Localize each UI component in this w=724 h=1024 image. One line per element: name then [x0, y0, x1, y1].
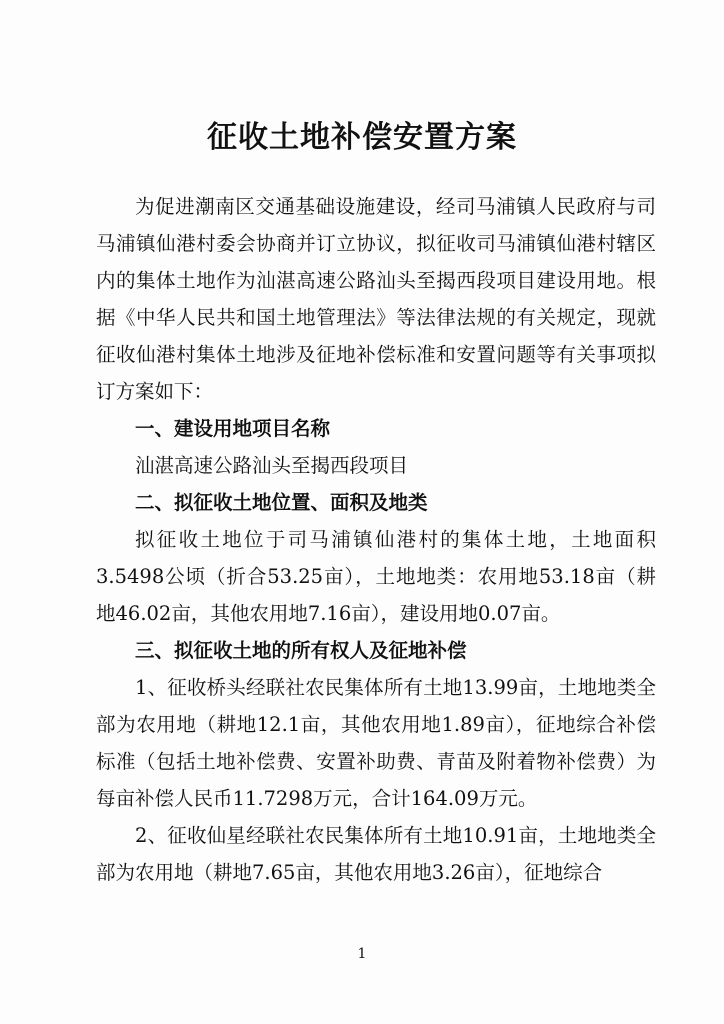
section1-heading: 一、建设用地项目名称: [135, 417, 331, 440]
section3-item1: 1、征收桥头经联社农民集体所有土地13.99亩，土地地类全部为农用地（耕地12.1亩，其他农用地1.89亩），征地综合补偿标准（包括土地补偿费、安置补助费、青苗及附着物补偿费）为每亩补偿人民币11.7298万元，合计164.09万元。: [96, 676, 656, 810]
document-title: 征收土地补偿安置方案: [207, 120, 517, 155]
section2-text: 拟征收土地位于司马浦镇仙港村的集体土地，土地面积3.5498公顷（折合53.25亩），土地地类：农用地53.18亩（耕地46.02亩，其他农用地7.16亩），建设用地0.07亩。: [96, 528, 656, 625]
section1-text: 汕湛高速公路汕头至揭西段项目: [135, 454, 409, 477]
document-body: [96, 188, 656, 891]
intro-paragraph: 为促进潮南区交通基础设施建设，经司马浦镇人民政府与司马浦镇仙港村委会协商并订立协议，拟征收司马浦镇仙港村辖区内的集体土地作为汕湛高速公路汕头至揭西段项目建设用地。根据《中华人民共和国土地管理法》等法律法规的有关规定，现就征收仙港村集体土地涉及征地补偿标准和安置问题等有关事项拟订方案如下：: [96, 195, 656, 403]
section2-heading: 二、拟征收土地位置、面积及地类: [135, 491, 428, 514]
page-number: 1: [357, 946, 367, 962]
section3-item2: 2、征收仙星经联社农民集体所有土地10.91亩，土地地类全部为农用地（耕地7.65亩，其他农用地3.26亩），征地综合: [96, 824, 656, 884]
section3-heading: 三、拟征收土地的所有权人及征地补偿: [135, 639, 467, 662]
